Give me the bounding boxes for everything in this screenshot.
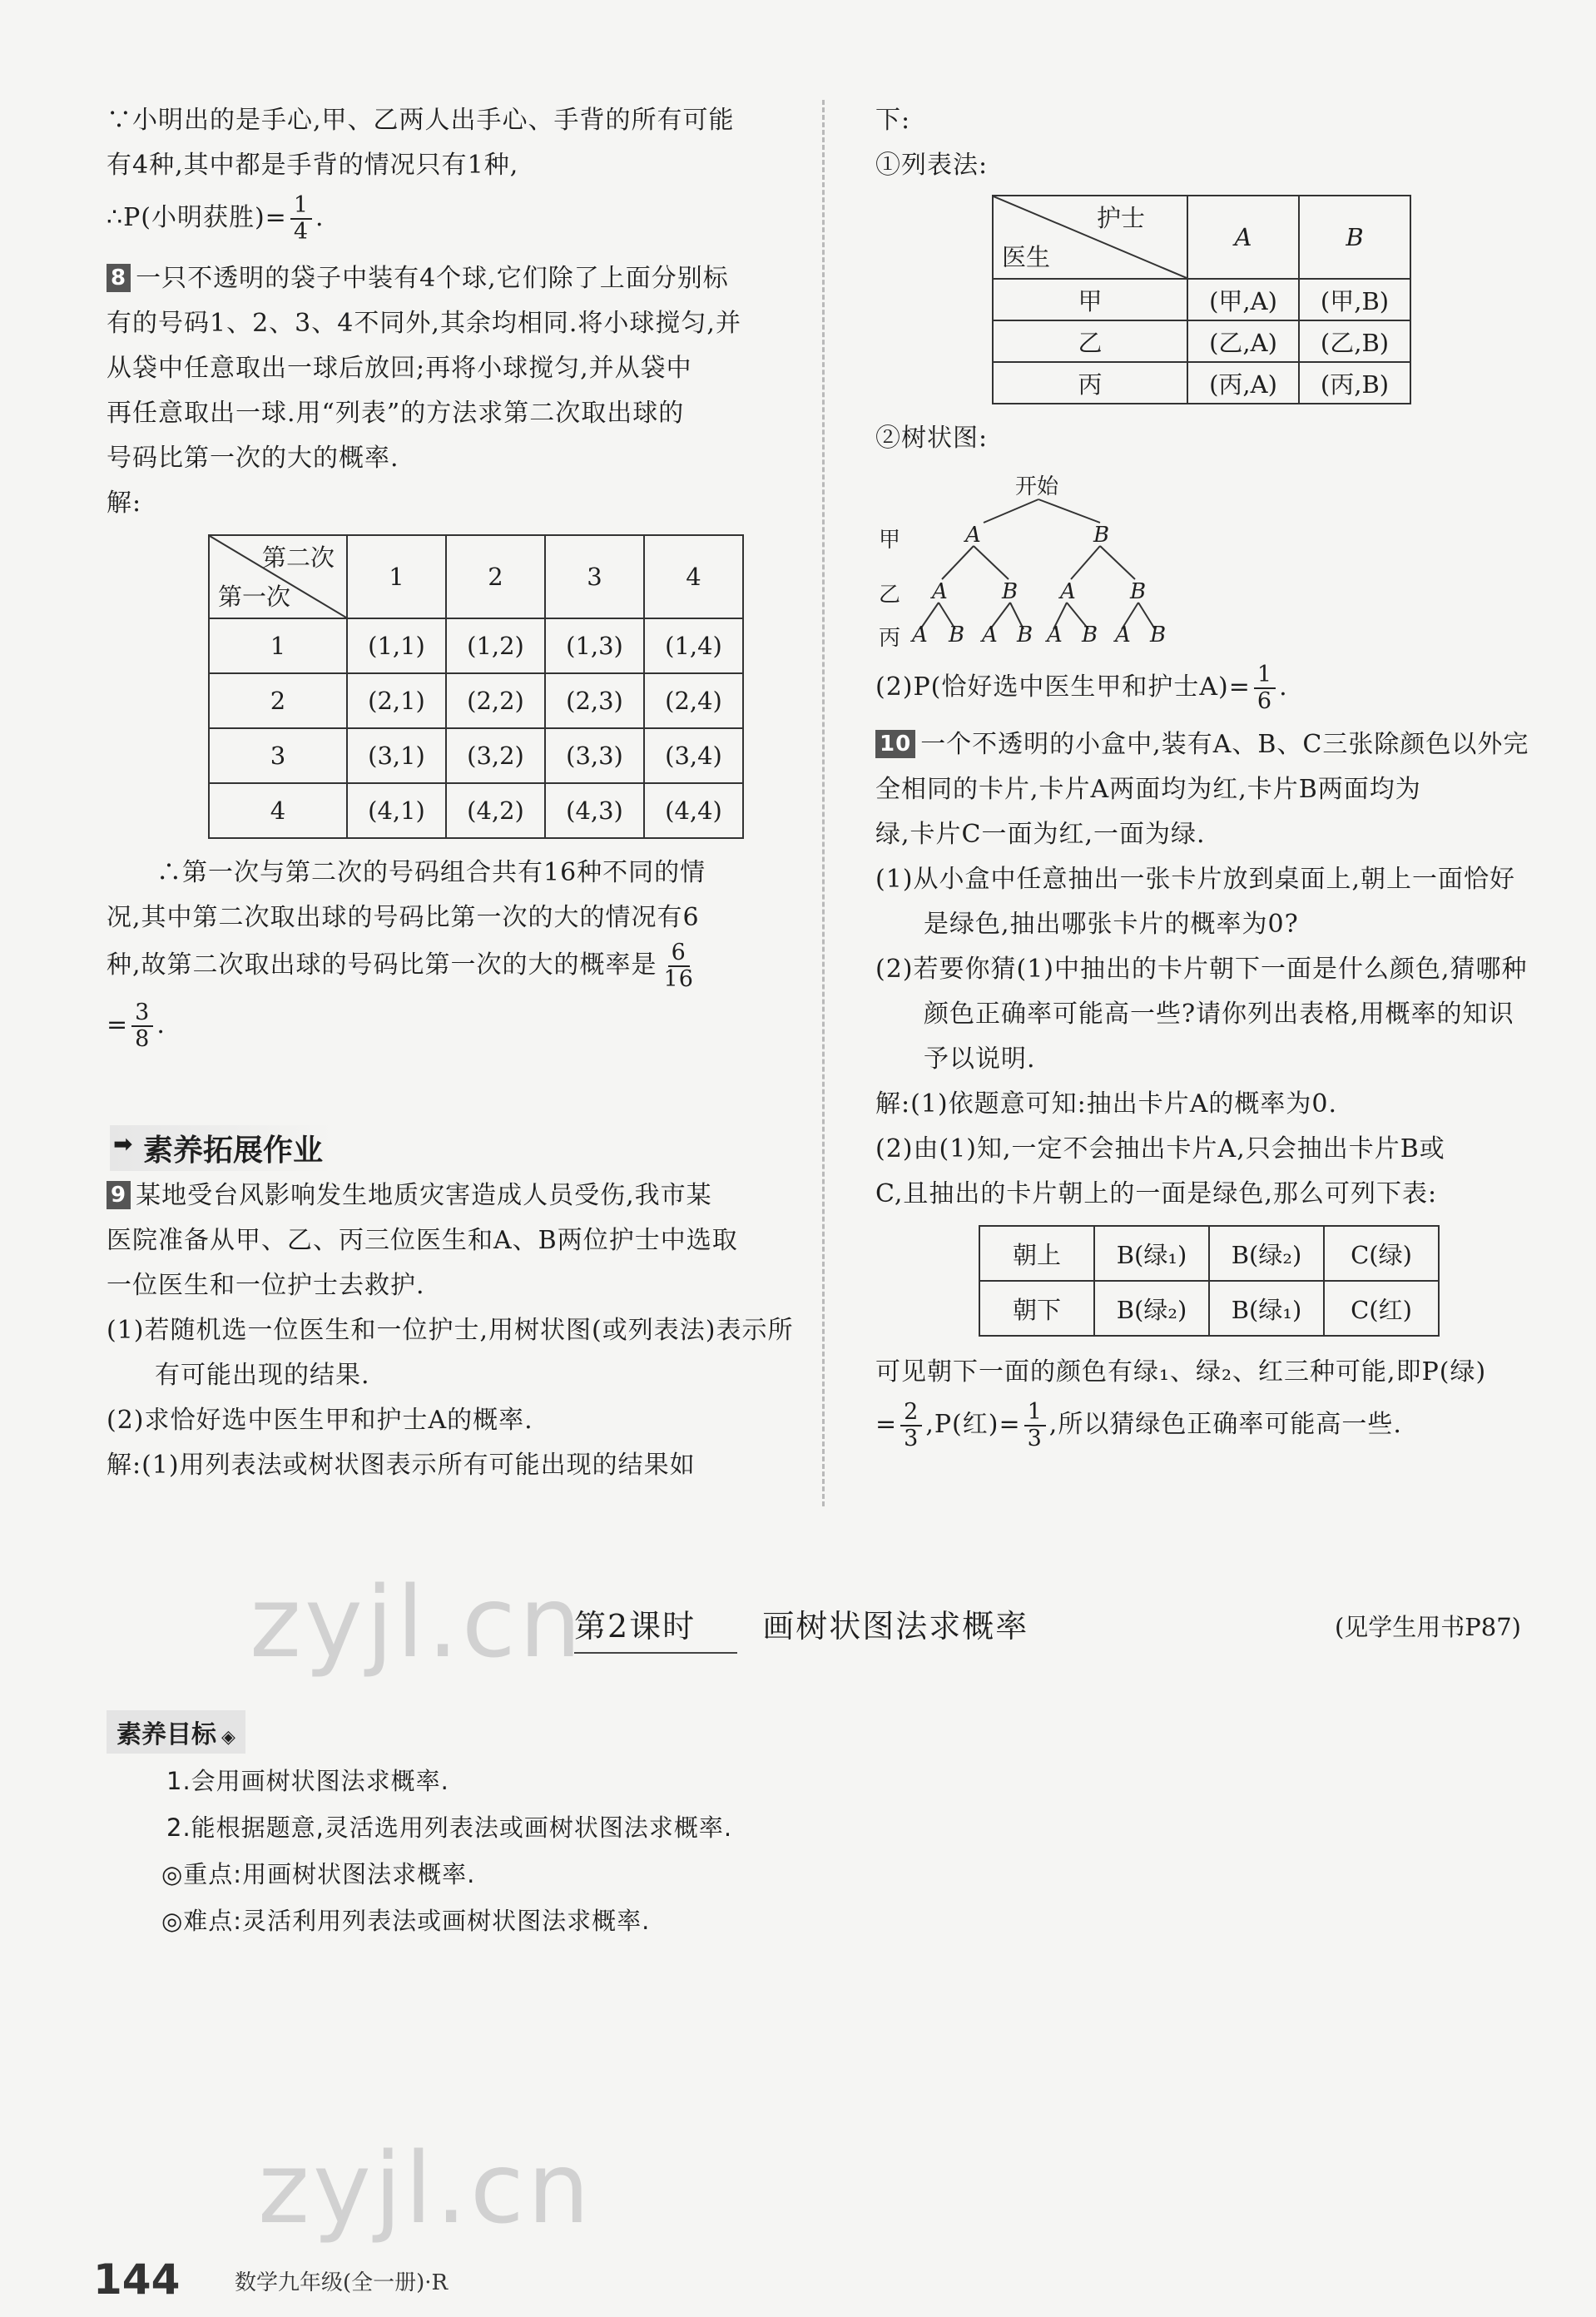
tree-node: A (1047, 623, 1063, 647)
tree-row-label: 丙 (879, 626, 901, 651)
row-header: 2 (209, 673, 347, 728)
intro-line-1: ∵小明出的是手心,甲、乙两人出手心、手背的所有可能 (107, 106, 735, 135)
table-cell: C(红) (1324, 1281, 1439, 1336)
tree-row-label: 乙 (879, 583, 901, 608)
tree-start-label: 开始 (1015, 474, 1059, 499)
question-9 (107, 1173, 799, 1488)
table-cell: (丙,A) (1187, 362, 1299, 404)
row-header: 乙 (993, 320, 1187, 362)
table-row (209, 728, 743, 783)
lesson-title (574, 1600, 1028, 1646)
method-1-label: ①列表法: (875, 151, 989, 180)
question-9-solution: 解:(1)用列表法或树状图表示所有可能出现的结果如 (107, 1451, 696, 1480)
q10-conclusion-line-1: 可见朝下一面的颜色有绿₁、绿₂、红三种可能,即P(绿) (875, 1357, 1487, 1387)
question-8-line-1: 8 一只不透明的袋子中装有4个球,它们除了上面分别标 (107, 256, 799, 301)
fraction: $\frac{1}{3}$ (1024, 1400, 1046, 1451)
table-cell: (1,3) (545, 618, 644, 673)
q10-conclusion-line-2: = $\frac{2}{3}$ ,P(红)= $\frac{1}{3}$ ,所以猜绿色正确率可能高一些. (875, 1399, 1402, 1451)
tree-node: A (965, 523, 981, 548)
tree-row-label: 甲 (879, 528, 901, 553)
q9-answer-2: (2)P(恰好选中医生甲和护士A)= $\frac{1}{6}$ . (875, 662, 1288, 714)
table-cell: (1,4) (644, 618, 743, 673)
continuation-text: 下: (875, 106, 911, 135)
question-9-line-3: 一位医生和一位护士去救护. (107, 1271, 425, 1300)
goals-list (161, 1758, 1248, 1944)
q8-conclusion-line-2: 况,其中第二次取出球的号码比第一次的大的情况有6 (107, 903, 700, 932)
question-9-part-2: (2)求恰好选中医生甲和护士A的概率. (107, 1406, 533, 1435)
right-column (875, 98, 1533, 461)
row-header: 3 (209, 728, 347, 783)
method-2-label: ②树状图: (875, 424, 989, 453)
column-header: B (1299, 196, 1410, 279)
tree-node: A (932, 579, 948, 604)
goal-item: 1.会用画树状图法求概率. (166, 1767, 449, 1795)
q9-outcome-table (992, 195, 1411, 404)
table-cell: (3,2) (446, 728, 545, 783)
lesson-reference: (见学生用书P87) (1334, 1613, 1521, 1641)
intro-line-3: ∴P(小明获胜)= $\frac{1}{4}$ . (107, 192, 325, 245)
right-column-lower (875, 662, 1533, 1451)
table-cell: (2,3) (545, 673, 644, 728)
question-10-line-3: 绿,卡片C一面为红,一面为绿. (875, 820, 1206, 849)
row-header: 朝下 (979, 1281, 1094, 1336)
diamond-icon: ◈ (221, 1727, 235, 1748)
watermark: zyjl.cn (250, 1565, 585, 1679)
question-9-line-1: 9 某地受台风影响发生地质灾害造成人员受伤,我市某 (107, 1173, 799, 1218)
row-header: 1 (209, 618, 347, 673)
question-10-line-2: 全相同的卡片,卡片A两面均为红,卡片B两面均为 (875, 775, 1421, 804)
goal-item: ◎难点:灵活利用列表法或画树状图法求概率. (161, 1907, 651, 1935)
tree-node: B (1150, 623, 1167, 647)
question-8-line-3: 从袋中任意取出一球后放回;再将小球搅匀,并从袋中 (107, 354, 692, 383)
q8-conclusion-line-1: ∴第一次与第二次的号码组合共有16种不同的情 (156, 858, 706, 887)
section-title: ➡ 素养拓展作业 (110, 1125, 333, 1171)
table-cell: (甲,B) (1299, 279, 1410, 320)
tree-diagram (875, 466, 1242, 649)
tree-node: B (1130, 579, 1147, 604)
goal-item: 2.能根据题意,灵活选用列表法或画树状图法求概率. (166, 1813, 733, 1842)
lesson-name: 画树状图法求概率 (762, 1608, 1029, 1645)
tree-node: A (1115, 623, 1131, 647)
intro-line-2: 有4种,其中都是手背的情况只有1种, (107, 151, 519, 180)
lesson-underline (574, 1652, 737, 1654)
question-8-line-2: 有的号码1、2、3、4不同外,其余均相同.将小球搅匀,并 (107, 309, 741, 338)
table-row (993, 320, 1410, 362)
tree-node: B (949, 623, 965, 647)
table-cell: (2,2) (446, 673, 545, 728)
fraction: $\frac{1}{4}$ (290, 193, 312, 245)
arrow-icon: ➡ (113, 1130, 133, 1158)
table-cell: (3,3) (545, 728, 644, 783)
tree-node: B (1002, 579, 1019, 604)
question-number: 10 (875, 730, 915, 758)
q8-conclusion-line-3: 种,故第二次取出球的号码比第一次的大的概率是 $\frac{6}{16}$ (107, 940, 799, 992)
lesson-label: 第2课时 (574, 1608, 696, 1645)
tree-node: B (1017, 623, 1033, 647)
goal-item: ◎重点:用画树状图法求概率. (161, 1860, 476, 1888)
table-corner-cell: 第二次 第一次 (209, 535, 347, 618)
table-cell: (3,4) (644, 728, 743, 783)
q10-solution-1: 解:(1)依题意可知:抽出卡片A的概率为0. (875, 1089, 1337, 1119)
page-number: 144 (93, 2255, 181, 2304)
row-header: 丙 (993, 362, 1187, 404)
question-10-part-1: (1)从小盒中任意抽出一张卡片放到桌面上,朝上一面恰好是绿色,抽出哪张卡片的概率为0? (875, 865, 1516, 939)
question-number: 8 (107, 264, 131, 292)
table-cell: (2,1) (347, 673, 446, 728)
table-cell: (丙,B) (1299, 362, 1410, 404)
table-cell: (3,1) (347, 728, 446, 783)
fraction: $\frac{2}{3}$ (900, 1400, 922, 1451)
table-cell: (2,4) (644, 673, 743, 728)
tree-node: A (912, 623, 928, 647)
tree-node: A (1060, 579, 1076, 604)
tree-node: B (1082, 623, 1098, 647)
tree-node: B (1093, 523, 1110, 548)
column-header: A (1187, 196, 1299, 279)
left-column (107, 98, 799, 1052)
question-10-line-1: 10 一个不透明的小盒中,装有A、B、C三张除颜色以外完 (875, 722, 1533, 767)
row-header: 朝上 (979, 1226, 1094, 1281)
table-corner-cell: 护士 医生 (993, 196, 1187, 279)
table-row (993, 362, 1410, 404)
fraction: $\frac{3}{8}$ (131, 1000, 153, 1052)
table-row (979, 1226, 1439, 1281)
book-title: 数学九年级(全一册)·R (235, 2270, 449, 2295)
table-cell: (甲,A) (1187, 279, 1299, 320)
fraction: $\frac{6}{16}$ (663, 940, 694, 992)
table-cell: (4,1) (347, 783, 446, 838)
watermark: zyjl.cn (258, 2131, 593, 2245)
table-cell: B(绿₁) (1094, 1226, 1209, 1281)
table-cell: (乙,B) (1299, 320, 1410, 362)
q10-solution-2-line-2: C,且抽出的卡片朝上的一面是绿色,那么可列下表: (875, 1179, 1438, 1208)
q10-solution-2-line-1: (2)由(1)知,一定不会抽出卡片A,只会抽出卡片B或 (875, 1134, 1445, 1163)
goals-tag: 素养目标 ◈ (107, 1710, 245, 1754)
question-9-part-1: (1)若随机选一位医生和一位护士,用树状图(或列表法)表示所有可能出现的结果. (107, 1316, 794, 1390)
table-cell: (4,4) (644, 783, 743, 838)
row-header: 甲 (993, 279, 1187, 320)
column-divider (822, 100, 825, 1506)
table-cell: (乙,A) (1187, 320, 1299, 362)
table-row (979, 1281, 1439, 1336)
question-9-line-2: 医院准备从甲、乙、丙三位医生和A、B两位护士中选取 (107, 1226, 738, 1255)
table-cell: (4,2) (446, 783, 545, 838)
q8-conclusion-line-4: = $\frac{3}{8}$ . (107, 1000, 166, 1052)
question-number: 9 (107, 1181, 131, 1209)
question-8-line-4: 再任意取出一球.用“列表”的方法求第二次取出球的 (107, 399, 685, 428)
table-cell: C(绿) (1324, 1226, 1439, 1281)
column-header: 2 (446, 535, 545, 618)
column-header: 4 (644, 535, 743, 618)
tree-node: A (982, 623, 998, 647)
row-header: 4 (209, 783, 347, 838)
table-row (209, 673, 743, 728)
question-8-line-5: 号码比第一次的大的概率. (107, 444, 399, 473)
lesson-heading (0, 1594, 1596, 1660)
column-header: 3 (545, 535, 644, 618)
table-cell: (1,1) (347, 618, 446, 673)
table-row (209, 618, 743, 673)
table-cell: B(绿₂) (1209, 1226, 1324, 1281)
table-cell: B(绿₁) (1209, 1281, 1324, 1336)
fraction: $\frac{1}{6}$ (1254, 662, 1276, 714)
question-10-part-2: (2)若要你猜(1)中抽出的卡片朝下一面是什么颜色,猜哪种颜色正确率可能高一些?请你列出表格,用概率的知识予以说明. (875, 955, 1528, 1074)
q8-outcome-table (208, 534, 744, 839)
table-cell: B(绿₂) (1094, 1281, 1209, 1336)
solution-label: 解: (107, 489, 142, 518)
table-row (993, 279, 1410, 320)
table-row (209, 783, 743, 838)
table-cell: (4,3) (545, 783, 644, 838)
column-header: 1 (347, 535, 446, 618)
q10-card-table (979, 1225, 1440, 1337)
table-cell: (1,2) (446, 618, 545, 673)
